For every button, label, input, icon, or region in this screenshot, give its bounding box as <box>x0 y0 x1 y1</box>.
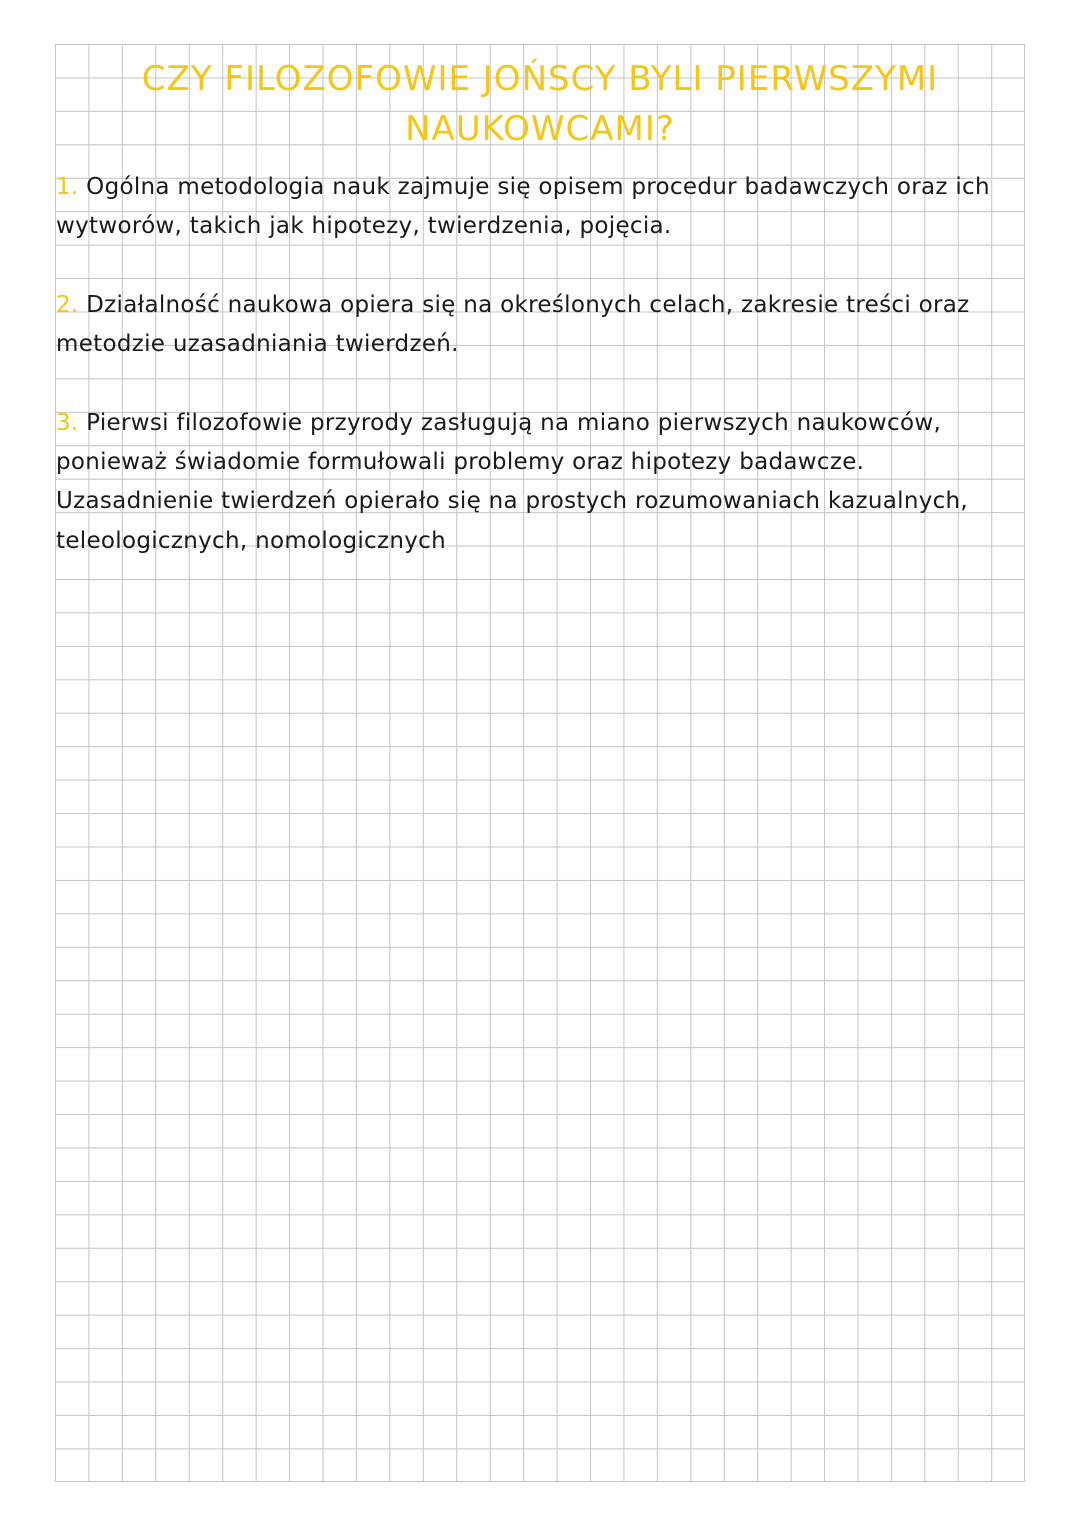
page-title: CZY FILOZOFOWIE JOŃSCY BYLI PIERWSZYMI NAUKOWCAMI? <box>141 59 939 149</box>
note-text-1: Ogólna metodologia nauk zajmuje się opisem procedur badawczych oraz ich wytworów, takich jak hipotezy, twierdzenia, pojęcia. <box>56 174 990 240</box>
note-number-2: 2. <box>56 291 79 318</box>
notes-body <box>56 168 1026 600</box>
note-item-2 <box>56 286 1026 365</box>
note-text-3: Pierwsi filozofowie przyrody zasługują na miano pierwszych naukowców, ponieważ świadomie formułowali problemy oraz hipotezy badawcze. Uzasadnienie twierdzeń opierało się na prostych rozumowaniach kazualnych, teleologicznych, nomologicznych <box>56 409 969 554</box>
note-item-3 <box>56 404 1026 561</box>
note-number-3: 3. <box>56 409 79 436</box>
note-text-2: Działalność naukowa opiera się na określonych celach, zakresie treści oraz metodzie uzasadniania twierdzeń. <box>56 291 970 358</box>
note-item-1 <box>56 168 1026 247</box>
note-number-1: 1. <box>56 174 79 200</box>
